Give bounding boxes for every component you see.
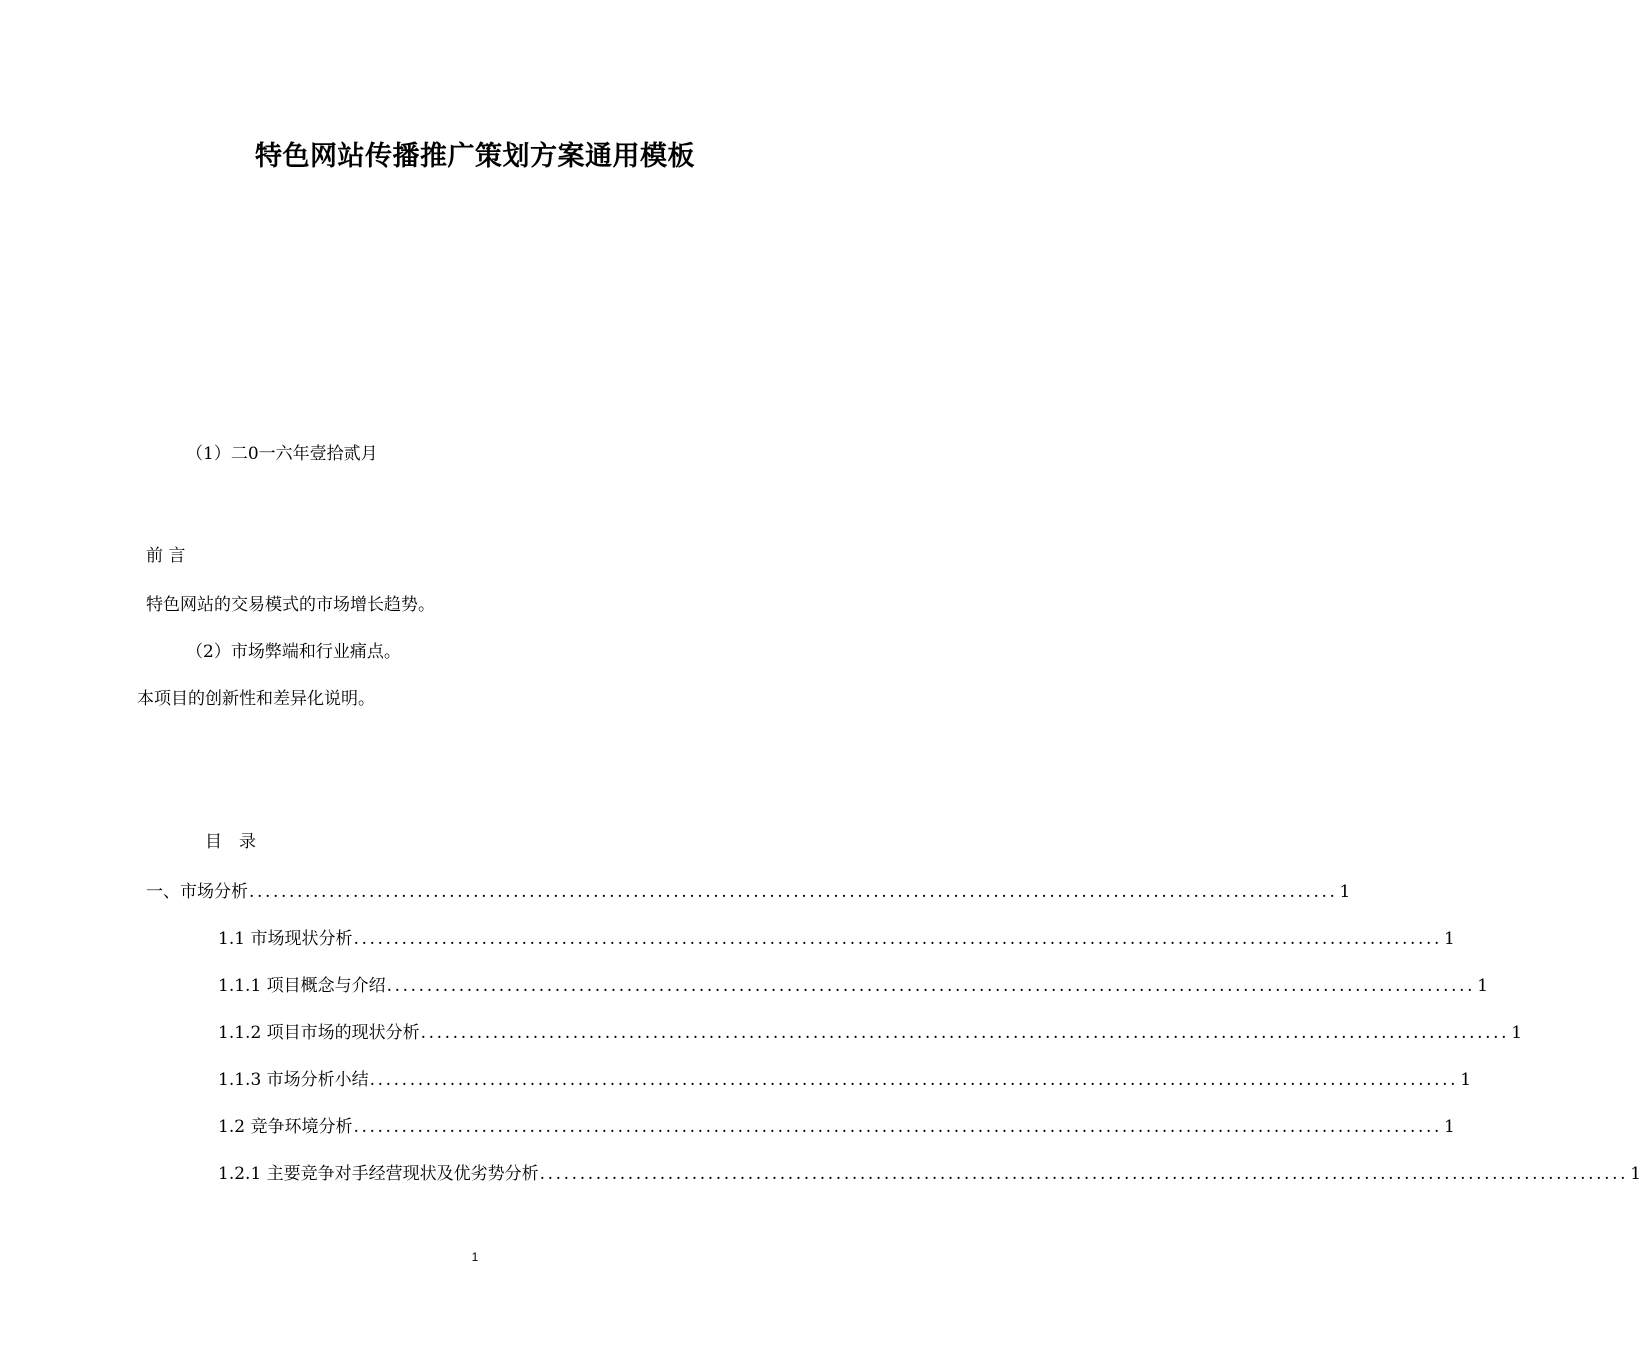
preface-line: 本项目的创新性和差异化说明。	[137, 689, 375, 709]
preface-heading: 前 言	[146, 546, 186, 566]
toc-entry-label: 1.1 市场现状分析	[218, 929, 353, 949]
toc-entry-page: 1	[1511, 1023, 1523, 1043]
toc-entry[interactable]	[146, 881, 1351, 903]
toc-entry[interactable]	[218, 1163, 1641, 1185]
toc-entry-label: 1.1.3 市场分析小结	[218, 1070, 369, 1090]
date-line: （1）二0一六年壹拾贰月	[186, 444, 378, 464]
toc-entry[interactable]	[218, 1022, 1523, 1044]
toc-entry-page: 1	[1339, 882, 1351, 902]
toc-leader-dots: ........................................................................................................................................	[353, 929, 1442, 949]
preface-line: （2）市场弊端和行业痛点。	[186, 642, 401, 662]
toc-leader-dots: ........................................................................................................................................	[249, 882, 1338, 902]
toc-entry-label: 1.1.1 项目概念与介绍	[218, 976, 386, 996]
toc-entry-page: 1	[1460, 1070, 1472, 1090]
page-number: 1	[471, 1250, 479, 1264]
toc-entry[interactable]	[218, 975, 1489, 997]
document-title: 特色网站传播推广策划方案通用模板	[255, 141, 695, 172]
toc-entry-page: 1	[1443, 929, 1455, 949]
toc-entry-label: 1.1.2 项目市场的现状分析	[218, 1023, 420, 1043]
toc-entry-label: 1.2 竞争环境分析	[218, 1117, 353, 1137]
toc-entry-page: 1	[1443, 1117, 1455, 1137]
toc-entry-page: 1	[1477, 976, 1489, 996]
toc-leader-dots: ........................................................................................................................................	[420, 1023, 1510, 1043]
toc-entry-label: 一、市场分析	[146, 882, 248, 902]
toc-heading: 目 录	[205, 832, 256, 852]
toc-entry-label: 1.2.1 主要竞争对手经营现状及优劣势分析	[218, 1164, 539, 1184]
toc-leader-dots: ........................................................................................................................................	[386, 976, 1476, 996]
preface-line: 特色网站的交易模式的市场增长趋势。	[146, 595, 435, 615]
toc-entry[interactable]	[218, 928, 1455, 950]
toc-leader-dots: ........................................................................................................................................	[539, 1164, 1629, 1184]
toc-entry[interactable]	[218, 1116, 1455, 1138]
toc-entry[interactable]	[218, 1069, 1472, 1091]
toc-leader-dots: ........................................................................................................................................	[353, 1117, 1442, 1137]
toc-leader-dots: ........................................................................................................................................	[369, 1070, 1459, 1090]
toc-entry-page: 1	[1630, 1164, 1641, 1184]
